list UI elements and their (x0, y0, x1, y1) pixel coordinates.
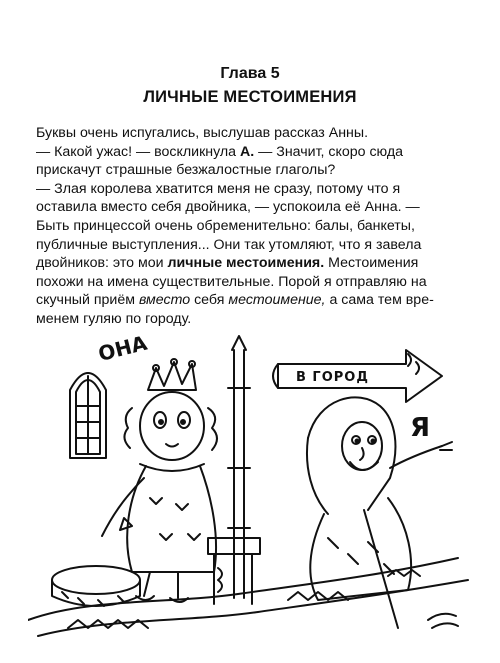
chapter-title: ЛИЧНЫЕ МЕСТОИМЕНИЯ (143, 88, 357, 106)
princess-double-figure (102, 359, 217, 602)
text-line: прискачут страшные безжалостные глаголы? (36, 162, 336, 179)
text-line: — Какой ужас! — воскликнула А. — Значит, скоро сюда (36, 143, 404, 160)
anna-disguised-figure (307, 397, 458, 628)
footstool (52, 566, 140, 606)
italic-pronoun: местоимение, (228, 292, 326, 309)
body-text (36, 124, 472, 329)
term-personal-pronouns: личные местоимения. (167, 255, 325, 272)
text-line: скучный приём вместо себя местоимение, а сама тем вре- (36, 292, 434, 309)
label-she: ОНА (95, 330, 150, 366)
text-line: Буквы очень испугались, выслушав рассказ Анны. (36, 125, 369, 141)
text-line: похожи на имена существительные. Порой я отправляю на (36, 273, 427, 290)
gothic-window-icon (70, 373, 106, 458)
text-line: менем гуляю по городу. (36, 310, 192, 327)
illustration (28, 328, 472, 650)
carpet-decoration (28, 558, 468, 636)
italic-instead: вместо (138, 292, 191, 309)
text-line: оставила вместо себя двойника, — успокоила её Анна. — (36, 199, 420, 216)
sign-label: В ГОРОД (296, 370, 369, 385)
bold-letter-a: А. (240, 143, 255, 160)
chapter-number: Глава 5 (220, 65, 280, 82)
text-line: Быть принцессой очень обременительно: балы, банкеты, (36, 217, 415, 234)
text-line: — Злая королева хватится меня не сразу, потому что я (36, 180, 401, 197)
label-me: Я (410, 413, 431, 443)
text-line: публичные выступления... Они так утомляют, что я завела (36, 236, 422, 253)
text-line: двойников: это мои личные местоимения. Местоимения (36, 255, 419, 272)
